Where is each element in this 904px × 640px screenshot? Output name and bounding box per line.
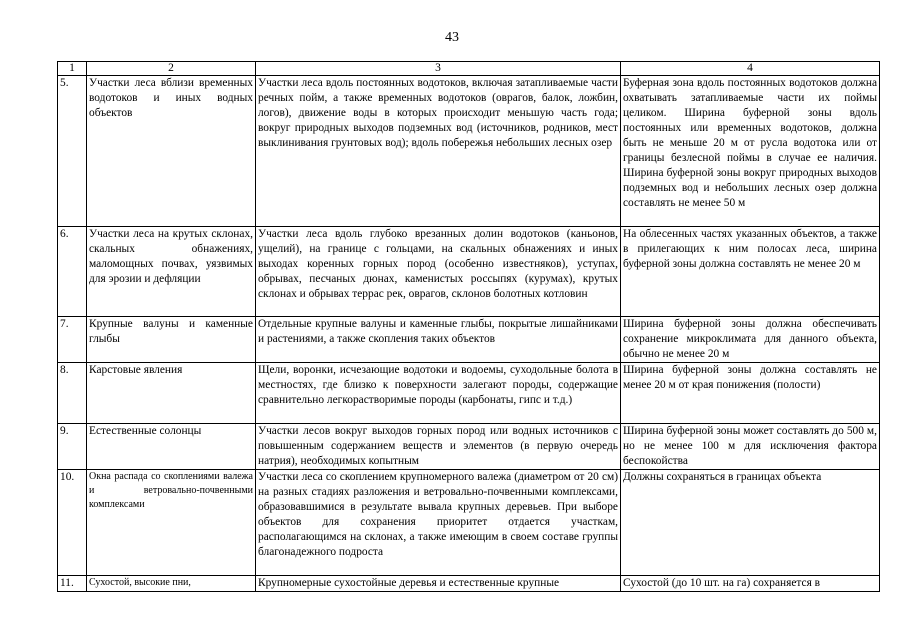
buffer-cell: Ширина буферной зоны должна составлять не менее 20 м от края понижения (полости) bbox=[621, 363, 880, 424]
buffer-cell: Ширина буферной зоны должна обеспечивать сохранение микроклимата для данного объекта, обычно не менее 20 м bbox=[621, 317, 880, 363]
row-number: 9. bbox=[58, 424, 87, 470]
table-row bbox=[58, 363, 880, 424]
object-cell: Участки леса вблизи временных водотоков и иных водных объектов bbox=[87, 76, 256, 227]
object-cell: Карстовые явления bbox=[87, 363, 256, 424]
table-row bbox=[58, 227, 880, 317]
object-cell: Крупные валуны и каменные глыбы bbox=[87, 317, 256, 363]
buffer-cell: Сухостой (до 10 шт. на га) сохраняется в bbox=[621, 576, 880, 592]
buffer-cell: На облесенных частях указанных объектов, а также в прилегающих к ним полосах леса, ширина буферной зоны должна составлять не менее 20 м bbox=[621, 227, 880, 317]
object-cell: Окна распада со скоплениями валежа и ветровально-почвенными комплексами bbox=[87, 470, 256, 576]
row-number: 10. bbox=[58, 470, 87, 576]
column-header: 2 bbox=[87, 62, 256, 76]
page-number: 43 bbox=[445, 30, 459, 45]
column-header: 4 bbox=[621, 62, 880, 76]
row-number: 6. bbox=[58, 227, 87, 317]
description-cell: Участки леса вдоль постоянных водотоков, включая затапливаемые части речных пойм, а также временных водотоков (оврагов, балок, ложбин, логов), движение воды в которых происходит меньшую часть года; вокруг природных выходов подземных вод (источников, родников, мест выклинивания грунтовых вод); вдоль побережья небольших лесных озер bbox=[256, 76, 621, 227]
column-header: 3 bbox=[256, 62, 621, 76]
buffer-cell: Ширина буферной зоны может составлять до 500 м, но не менее 100 м для исключения фактора беспокойства bbox=[621, 424, 880, 470]
table-row bbox=[58, 76, 880, 227]
buffer-cell: Должны сохраняться в границах объекта bbox=[621, 470, 880, 576]
object-cell: Сухостой, высокие пни, bbox=[87, 576, 256, 592]
table-row bbox=[58, 317, 880, 363]
description-cell: Отдельные крупные валуны и каменные глыбы, покрытые лишайниками и растениями, а также скопления таких объектов bbox=[256, 317, 621, 363]
table-header-row bbox=[58, 62, 880, 76]
description-cell: Участки лесов вокруг выходов горных пород или водных источников с повышенным содержанием веществ и элементов (в первую очередь натрия), необходимых копытным bbox=[256, 424, 621, 470]
description-cell: Участки леса со скоплением крупномерного валежа (диаметром от 20 см) на разных стадиях разложения и ветровально-почвенными комплексами, образовавшимися в результате вывала крупных деревьев. При выборе объектов для сохранения приоритет отдается участкам, располагающимся на склонах, а также имеющим в своем составе группы благонадежного подроста bbox=[256, 470, 621, 576]
description-cell: Участки леса вдоль глубоко врезанных долин водотоков (каньонов, ущелий), на границе с гольцами, на скальных обнажениях и иных выходах коренных горных пород (особенно известняков), уступах, обрывах, песчаных дюнах, каменистых россыпях (курумах), крутых склонах и обрывах террас рек, оврагов, склонов болотных котловин bbox=[256, 227, 621, 317]
object-cell: Естественные солонцы bbox=[87, 424, 256, 470]
table-row bbox=[58, 470, 880, 576]
row-number: 8. bbox=[58, 363, 87, 424]
description-cell: Крупномерные сухостойные деревья и естественные крупные bbox=[256, 576, 621, 592]
column-header: 1 bbox=[58, 62, 87, 76]
object-cell: Участки леса на крутых склонах, скальных обнажениях, маломощных почвах, уязвимых для эрозии и дефляции bbox=[87, 227, 256, 317]
table-row bbox=[58, 424, 880, 470]
row-number: 11. bbox=[58, 576, 87, 592]
table-row bbox=[58, 576, 880, 592]
row-number: 5. bbox=[58, 76, 87, 227]
row-number: 7. bbox=[58, 317, 87, 363]
buffer-zone-table bbox=[57, 61, 880, 592]
description-cell: Щели, воронки, исчезающие водотоки и водоемы, суходольные болота в местностях, где близко к поверхности залегают породы, содержащие сравнительно легкорастворимые породы (карбонаты, гипс и т.д.) bbox=[256, 363, 621, 424]
buffer-cell: Буферная зона вдоль постоянных водотоков должна охватывать затапливаемые части их поймы целиком. Ширина буферной зоны вдоль постоянных или временных водотоков, должна быть не меньше 20 м от русла водотока или от границы безлесной поймы в случае ее наличия. Ширина буферной зоны вокруг природных выходов подземных вод и небольших лесных озер должна составлять не менее 50 м bbox=[621, 76, 880, 227]
